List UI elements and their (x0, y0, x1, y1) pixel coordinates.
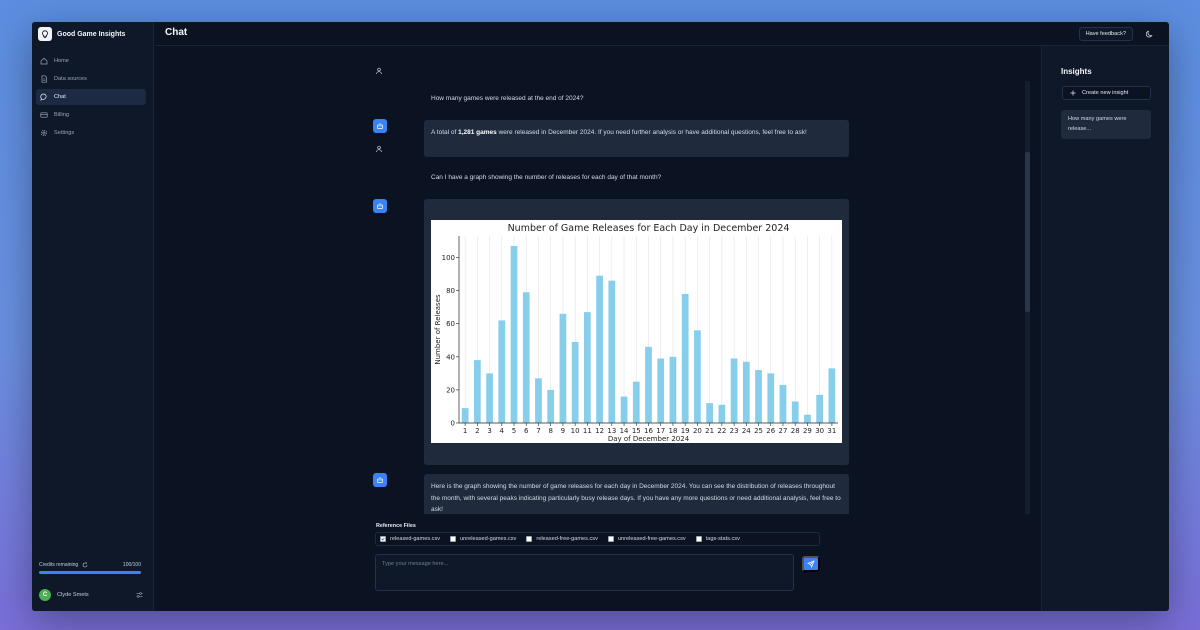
chart-y-axis-label: Number of Releases (434, 294, 442, 365)
sidebar-item-label: Settings (54, 130, 75, 136)
chart-bar (462, 408, 469, 423)
chart-y-tick-label: 40 (446, 353, 455, 362)
insight-item[interactable]: How many games were release... (1061, 110, 1151, 139)
chart-bar (486, 373, 493, 423)
page-title: Chat (165, 27, 188, 38)
assistant-message-icon (373, 199, 387, 213)
reference-file-label: released-free-games.csv (536, 536, 598, 542)
chart-x-tick-label: 30 (815, 427, 825, 435)
moon-icon (1146, 30, 1154, 38)
chart-bar (718, 405, 725, 423)
chart-x-tick-label: 24 (741, 427, 751, 435)
chart-x-tick-label: 29 (802, 427, 812, 435)
sidebar-item-label: Home (54, 58, 69, 64)
chart-bar (596, 276, 603, 423)
sidebar-item-label: Chat (54, 94, 66, 100)
credit-card-icon (40, 111, 48, 119)
brand-name: Good Game Insights (57, 30, 126, 38)
check-icon (381, 536, 385, 542)
user-message: Can I have a graph showing the number of releases for each day of that month? (431, 174, 662, 181)
reference-file-label: unreleased-free-games.csv (617, 536, 686, 542)
chart-x-tick-label: 23 (729, 427, 739, 435)
checkbox[interactable] (450, 536, 456, 542)
chart-bar (731, 358, 738, 423)
checkbox[interactable] (608, 536, 614, 542)
chart-x-tick-label: 8 (548, 427, 553, 435)
avatar: C (39, 589, 51, 601)
sidebar-nav (36, 53, 146, 143)
releases-bar-chart (431, 220, 842, 443)
message-input[interactable] (375, 554, 794, 591)
chart-x-tick-label: 11 (582, 427, 592, 435)
chart-x-tick-label: 28 (790, 427, 800, 435)
assistant-message: Here is the graph showing the number of game releases for each day in December 2024. You can see the distribution of releases throughout the month, with several peaks indicating particularly busy release days. If you have any more questions or need additional analysis, feel free to ask! (424, 474, 849, 514)
user-message-icon (374, 144, 384, 154)
user-profile[interactable] (39, 589, 143, 601)
chart-x-tick-label: 9 (560, 427, 566, 435)
chat-bubble-icon (40, 93, 48, 101)
chart-x-tick-label: 18 (668, 427, 678, 435)
assistant-message-icon (373, 119, 387, 133)
chart-bar (743, 362, 750, 423)
chart-y-tick-label: 60 (446, 320, 455, 329)
checkbox[interactable] (696, 536, 702, 542)
chart-x-tick-label: 19 (680, 427, 690, 435)
sidebar-item-label: Billing (54, 112, 69, 118)
chart-x-tick-label: 31 (827, 427, 837, 435)
chart-bar (804, 415, 811, 423)
chart-bar (645, 347, 652, 423)
sidebar-item-data-sources[interactable] (36, 71, 146, 87)
insights-title: Insights (1061, 67, 1092, 76)
chart-bar (767, 373, 774, 423)
reference-file-item[interactable] (380, 536, 440, 542)
chart-bar (523, 292, 530, 423)
chat-scrollbar-thumb[interactable] (1025, 152, 1030, 312)
user-message: How many games were released at the end of 2024? (431, 95, 584, 102)
reference-file-label: tags-stats.csv (705, 536, 740, 542)
app-window (32, 22, 1169, 611)
chart-x-tick-label: 10 (570, 427, 580, 435)
chart-bar (694, 330, 701, 423)
chart-x-tick-label: 13 (607, 427, 617, 435)
chart-bar (608, 281, 615, 423)
chart-x-tick-label: 27 (778, 427, 788, 435)
reference-files-title: Reference Files (376, 523, 416, 529)
plus-icon (1070, 90, 1076, 96)
chart-bar (560, 314, 567, 423)
checkbox[interactable] (526, 536, 532, 542)
chart-bar (780, 385, 787, 423)
chart-bar (657, 358, 664, 423)
reference-file-item[interactable] (450, 536, 516, 542)
sidebar-item-home[interactable] (36, 53, 146, 69)
sidebar-item-settings[interactable] (36, 125, 146, 141)
chart-bar (633, 382, 640, 423)
send-button[interactable] (802, 556, 820, 572)
chart-y-tick-label: 20 (446, 386, 455, 395)
sidebar-item-label: Data sources (54, 76, 87, 82)
sidebar (32, 22, 154, 611)
chart-bar (816, 395, 823, 423)
gear-icon (40, 129, 48, 137)
brand[interactable] (38, 26, 125, 42)
chart-x-tick-label: 1 (462, 427, 468, 435)
reference-file-item[interactable] (696, 536, 740, 542)
chart-x-tick-label: 7 (536, 427, 541, 435)
chart-x-tick-label: 3 (487, 427, 492, 435)
feedback-button[interactable]: Have feedback? (1079, 27, 1133, 41)
chart-bar (792, 401, 799, 423)
chart-x-tick-label: 6 (524, 427, 529, 435)
chart-container (431, 220, 842, 443)
assistant-text-bold: 1,281 games (458, 129, 497, 136)
user-message-icon (374, 66, 384, 76)
chart-x-tick-label: 17 (656, 427, 666, 435)
chart-y-tick-label: 100 (441, 254, 455, 263)
checkbox-checked[interactable] (380, 536, 386, 542)
chart-x-tick-label: 20 (692, 427, 702, 435)
chart-x-tick-label: 22 (717, 427, 727, 435)
chart-bar (535, 378, 542, 423)
chart-bar (621, 397, 628, 423)
top-bar (155, 22, 1169, 46)
credits-progress-fill (39, 571, 141, 574)
chart-y-tick-label: 80 (446, 287, 455, 296)
chart-x-tick-label: 4 (499, 427, 505, 435)
send-icon (807, 560, 815, 568)
chart-bar (670, 357, 677, 423)
assistant-text: were released in December 2024. If you need further analysis or have additional questions, feel free to ask! (496, 129, 807, 136)
chart-x-tick-label: 5 (511, 427, 517, 435)
assistant-chart-message (424, 199, 849, 465)
chart-bar (829, 368, 836, 423)
chart-x-tick-label: 16 (644, 427, 653, 435)
chart-x-tick-label: 25 (754, 427, 763, 435)
insights-panel (1041, 46, 1169, 611)
assistant-text: A total of (431, 129, 459, 136)
credits-panel (39, 562, 141, 574)
sidebar-item-billing[interactable] (36, 107, 146, 123)
refresh-icon[interactable] (82, 562, 88, 568)
chart-bar (755, 370, 762, 423)
chart-bar (584, 312, 591, 423)
sidebar-item-chat[interactable] (36, 89, 146, 105)
reference-file-label: unreleased-games.csv (460, 536, 517, 542)
reference-file-label: released-games.csv (390, 536, 441, 542)
theme-toggle-button[interactable] (1144, 28, 1156, 40)
reference-file-item[interactable] (608, 536, 686, 542)
chart-x-tick-label: 26 (766, 427, 776, 435)
chart-bar (706, 403, 713, 423)
chart-y-tick-label: 0 (450, 419, 455, 428)
credits-label: Credits remaining (39, 562, 79, 568)
chart-x-tick-label: 12 (595, 427, 605, 435)
chat-thread (155, 46, 1032, 514)
chart-x-tick-label: 15 (631, 427, 641, 435)
chart-bar (474, 360, 481, 423)
create-insight-button[interactable] (1062, 86, 1151, 100)
assistant-message (424, 120, 849, 157)
home-icon (40, 57, 48, 65)
chart-bar (682, 294, 689, 423)
credits-value: 100/100 (122, 562, 141, 568)
chart-x-axis-label: Day of December 2024 (607, 435, 690, 443)
file-icon (40, 75, 48, 83)
chart-bar (511, 246, 518, 423)
chart-x-tick-label: 21 (705, 427, 715, 435)
assistant-message-icon (373, 473, 387, 487)
sliders-icon[interactable] (136, 592, 143, 598)
chart-bar (547, 390, 554, 423)
reference-file-item[interactable] (526, 536, 598, 542)
chart-bar (498, 320, 505, 423)
user-name: Clyde Smets (57, 592, 89, 598)
chart-x-tick-label: 14 (619, 427, 629, 435)
chart-bar (572, 342, 579, 423)
chart-title: Number of Game Releases for Each Day in December 2024 (507, 223, 790, 234)
chart-x-tick-label: 2 (475, 427, 480, 435)
reference-files-list (375, 532, 820, 546)
credits-progress-bar (39, 571, 141, 574)
lightbulb-logo-icon (38, 27, 52, 41)
create-insight-label: Create new insight (1082, 90, 1129, 96)
